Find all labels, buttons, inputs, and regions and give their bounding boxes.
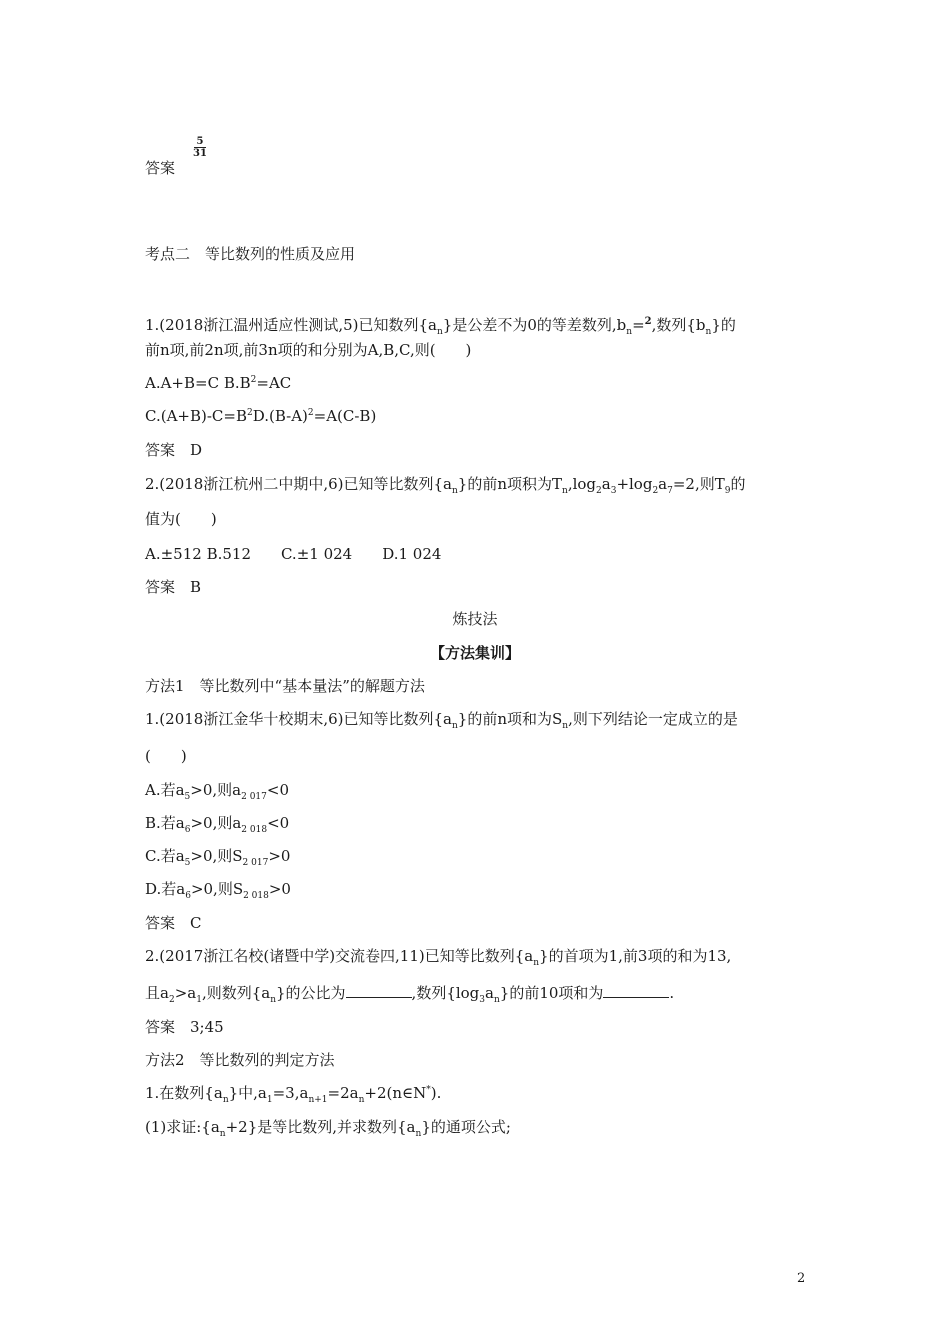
option-a: A.若$a_5>0$,则$a_{2 017}<0$ bbox=[145, 781, 289, 802]
question-2-answer: 答案 B bbox=[145, 578, 202, 596]
heading-practice: 炼技法 bbox=[452, 610, 498, 628]
method-1-question-1-answer: 答案 C bbox=[145, 914, 202, 932]
answer-label: 答案 bbox=[145, 159, 176, 177]
method-1-title: 方法1 等比数列中“基本量法”的解题方法 bbox=[145, 677, 425, 695]
method-1-question-2-answer: 答案 3;45 bbox=[145, 1018, 224, 1036]
answer-fraction bbox=[193, 136, 207, 159]
question-1-options-cd: $C.(A+B)-C=B^2D.(B-A)^2=A(C-B)$ bbox=[145, 407, 377, 425]
method-2-question-1-line-2: (1)求证$:\{a_n+2\}$是等比数列,并求数列$\{a_n\}$的通项公式; bbox=[145, 1118, 511, 1139]
fraction-numerator: 5 bbox=[196, 136, 204, 147]
exponent-formula: 2 bbox=[644, 316, 652, 327]
method-1-question-1-line-1: 1.(2018浙江金华十校期末,6)已知等比数列$\{a_n\}$的前n项和为$S_n$,则下列结论一定成立的是 bbox=[145, 710, 738, 731]
method-2-title: 方法2 等比数列的判定方法 bbox=[145, 1051, 335, 1069]
method-2-question-1-line-1: 1.在数列$\{a_n\}$中$,a_1=3,a_{n+1}=2a_n+2(n\in N^*)$. bbox=[145, 1084, 442, 1105]
question-1-line-1: 1.(2018浙江温州适应性测试,5)已知数列$\{a_n\}$是公差不为0的等差数列$,b_n=^2$,数列$\{b_n\}$的 bbox=[145, 316, 736, 337]
fill-in-blank bbox=[603, 983, 669, 998]
section-heading: 考点二 等比数列的性质及应用 bbox=[145, 245, 356, 263]
fill-in-blank bbox=[346, 983, 412, 998]
question-2-line-2: 值为( ) bbox=[145, 510, 217, 528]
question-1-options-ab: A.A+B=C $B.B^2=AC$ bbox=[145, 374, 292, 392]
question-2-options: A.±512 B.512 C.±1 024 D.1 024 bbox=[145, 545, 442, 563]
method-1-question-2-line-1: 2.(2017浙江名校(诸暨中学)交流卷四,11)已知等比数列$\{a_n\}$的首项为1,前3项的和为13, bbox=[145, 947, 732, 968]
heading-method-set: 【方法集训】 bbox=[429, 644, 520, 662]
fraction-denominator: 31 bbox=[193, 148, 207, 159]
option-b: B.若$a_6>0$,则$a_{2 018}<0$ bbox=[145, 814, 290, 835]
question-1-line-2: 前n项,前2n项,前3n项的和分别为A,B,C,则( ) bbox=[145, 341, 472, 359]
question-2-line-1: 2.(2018浙江杭州二中期中,6)已知等比数列$\{a_n\}$的前n项积为$T_n,\log_2a_3+\log_2a_7=2$,则$T_9$的 bbox=[145, 475, 746, 496]
question-1-answer: 答案 D bbox=[145, 441, 203, 459]
method-1-question-1-line-2: ( ) bbox=[145, 747, 187, 765]
option-c: C.若$a_5>0$,则$S_{2 017}>0$ bbox=[145, 847, 291, 868]
page-number: 2 bbox=[797, 1271, 806, 1286]
option-d: D.若$a_6>0$,则$S_{2 018}>0$ bbox=[145, 880, 291, 901]
method-1-question-2-line-2: 且$a_2>a_1$,则数列$\{a_n\}$的公比为 ,数列$\{\log_3a_n\}$的前10项和为 . bbox=[145, 984, 675, 1005]
